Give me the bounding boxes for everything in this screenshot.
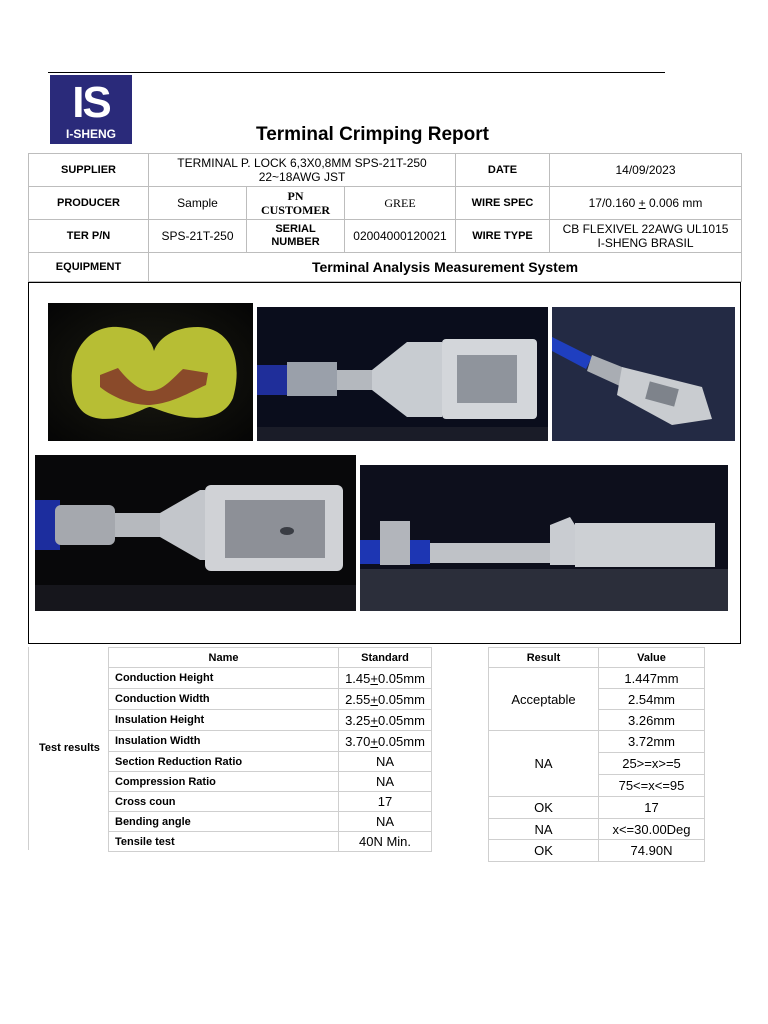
row-name: Tensile test bbox=[109, 832, 339, 852]
row-standard: 1.45+0.05mm bbox=[339, 668, 432, 689]
value-cell: x<=30.00Deg bbox=[599, 819, 705, 840]
ter-pn-value: SPS-21T-250 bbox=[149, 220, 247, 253]
row-name: Insulation Width bbox=[109, 731, 339, 752]
header-table bbox=[28, 153, 742, 282]
value-cell: 1.447mm bbox=[599, 668, 705, 689]
wire-type-label: WIRE TYPE bbox=[456, 220, 550, 253]
row-standard: 3.25+0.05mm bbox=[339, 710, 432, 731]
col-standard-header: Standard bbox=[339, 648, 432, 668]
test-results-label: Test results bbox=[39, 742, 100, 754]
pn-customer-value: GREE bbox=[345, 187, 456, 220]
result-na: NA bbox=[489, 819, 599, 840]
row-name: Bending angle bbox=[109, 812, 339, 832]
result-na: NA bbox=[489, 731, 599, 797]
pn-customer-label: PN CUSTOMER bbox=[247, 187, 345, 220]
wire-spec-value: 17/0.160 + 0.006 mm bbox=[550, 187, 742, 220]
standards-table bbox=[108, 647, 432, 852]
row-name: Conduction Width bbox=[109, 689, 339, 710]
row-standard: 2.55+0.05mm bbox=[339, 689, 432, 710]
photo-panel bbox=[28, 282, 741, 644]
row-standard: NA bbox=[339, 752, 432, 772]
logo-mark: IS bbox=[72, 78, 110, 127]
col-result-header: Result bbox=[489, 648, 599, 668]
row-standard: NA bbox=[339, 812, 432, 832]
test-results-cell bbox=[28, 647, 109, 850]
row-standard: 40N Min. bbox=[339, 832, 432, 852]
row-standard: 17 bbox=[339, 792, 432, 812]
logo-name: I-SHENG bbox=[65, 127, 116, 141]
col-name-header: Name bbox=[109, 648, 339, 668]
supplier-label: SUPPLIER bbox=[29, 154, 149, 187]
value-cell: 25>=x>=5 bbox=[599, 753, 705, 775]
value-cell: 3.72mm bbox=[599, 731, 705, 753]
supplier-value: TERMINAL P. LOCK 6,3X0,8MM SPS-21T-250 22~18AWG JST bbox=[149, 154, 456, 187]
result-ok: OK bbox=[489, 840, 599, 862]
top-view-photo bbox=[257, 307, 548, 441]
wire-type-value: CB FLEXIVEL 22AWG UL1015 I-SHENG BRASIL bbox=[550, 220, 742, 253]
value-cell: 2.54mm bbox=[599, 689, 705, 710]
wire-spec-label: WIRE SPEC bbox=[456, 187, 550, 220]
results-table bbox=[488, 647, 705, 862]
equipment-label: EQUIPMENT bbox=[29, 253, 149, 282]
serial-label: SERIAL NUMBER bbox=[247, 220, 345, 253]
producer-value: Sample bbox=[149, 187, 247, 220]
date-label: DATE bbox=[456, 154, 550, 187]
serial-value: 02004000120021 bbox=[345, 220, 456, 253]
row-name: Cross coun bbox=[109, 792, 339, 812]
row-standard: 3.70+0.05mm bbox=[339, 731, 432, 752]
row-standard: NA bbox=[339, 772, 432, 792]
company-logo bbox=[50, 75, 132, 144]
equipment-value: Terminal Analysis Measurement System bbox=[149, 253, 742, 282]
value-cell: 17 bbox=[599, 797, 705, 819]
result-ok: OK bbox=[489, 797, 599, 819]
row-name: Section Reduction Ratio bbox=[109, 752, 339, 772]
value-cell: 3.26mm bbox=[599, 710, 705, 731]
angled-view-photo bbox=[552, 307, 735, 441]
col-value-header: Value bbox=[599, 648, 705, 668]
result-acceptable: Acceptable bbox=[489, 668, 599, 731]
report-title: Terminal Crimping Report bbox=[256, 124, 489, 145]
value-cell: 74.90N bbox=[599, 840, 705, 862]
side-view-photo bbox=[360, 465, 728, 611]
row-name: Conduction Height bbox=[109, 668, 339, 689]
row-name: Insulation Height bbox=[109, 710, 339, 731]
top-rule bbox=[48, 72, 665, 73]
value-cell: 75<=x<=95 bbox=[599, 775, 705, 797]
row-name: Compression Ratio bbox=[109, 772, 339, 792]
bottom-view-photo bbox=[35, 455, 356, 611]
date-value: 14/09/2023 bbox=[550, 154, 742, 187]
ter-pn-label: TER P/N bbox=[29, 220, 149, 253]
producer-label: PRODUCER bbox=[29, 187, 149, 220]
cross-section-photo bbox=[48, 303, 253, 441]
